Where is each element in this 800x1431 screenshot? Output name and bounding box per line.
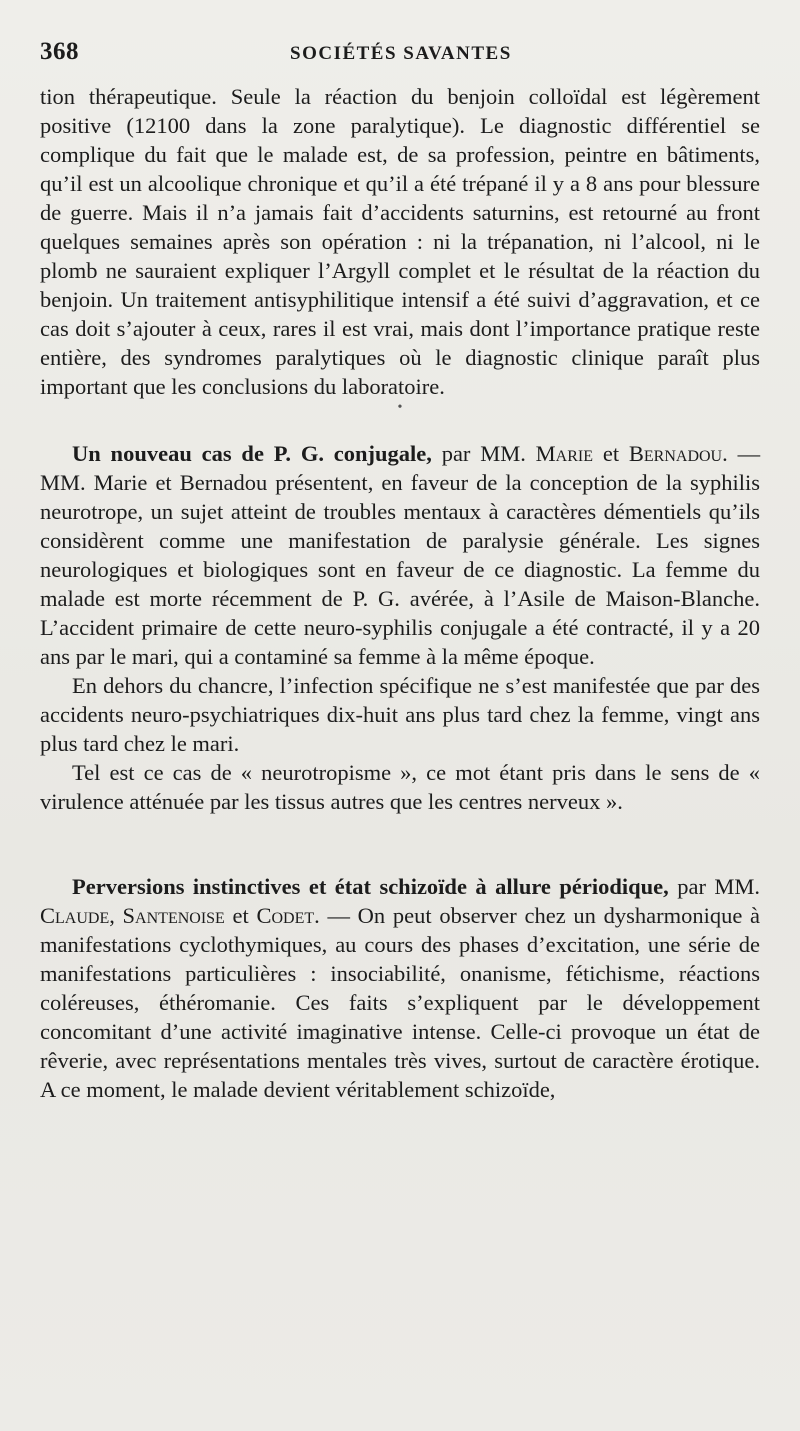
paragraph: En dehors du chancre, l’infection spécifique ne s’est manifestée que par des accidents neuro-psychiatriques dix-huit ans plus tard chez la femme, vingt ans plus tard chez le mari. [40, 673, 760, 756]
section-author: Santenoise [122, 903, 225, 928]
section-by: par MM. [441, 441, 526, 466]
running-head: SOCIÉTÉS SAVANTES [290, 43, 512, 64]
section-and: et [232, 903, 249, 928]
section-author: Marie [535, 441, 594, 466]
separator-dot: • [397, 400, 403, 415]
page-number: 368 [40, 38, 79, 65]
continued-paragraph: tion thérapeutique. Seule la réaction du benjoin colloïdal est légèrement positive (12100 dans la zone paralytique). Le diagnostic différentiel se complique du fait que le malade est, de sa profession, peintre en bâtiments, qu’il est un alcoolique chronique et qu’il a été trépané il y a 8 ans pour blessure de guerre. Mais il n’a jamais fait d’accidents saturnins, est retourné au front quelques semaines après son opération : ni la trépanation, ni l’alcool, ni le plomb ne sauraient expliquer l’Argyll complet et le résultat de la réaction du benjoin. Un traitement antisyphilitique intensif a été suivi d’aggravation, et ce cas doit s’ajouter à ceux, rares il est vrai, mais dont l’importance pratique reste entière, des syndromes paralytiques où le diagnostic clinique paraît plus important que les conclusions du laboratoire. [40, 84, 760, 399]
section-body: — On peut observer chez un dysharmonique à manifestations cyclothymiques, au cours des phases d’excitation, une série de manifestations particulières : insociabilité, onanisme, fétichisme, réactions coléreuses, éthéromanie. Ces faits s’expliquent par le développement concomitant d’une activité imaginative intense. Celle-ci provoque un état de rêverie, avec représentations mentales très vives, surtout de caractère érotique. A ce moment, le malade devient véritablement schizoïde, [40, 903, 761, 1102]
section-title: Un nouveau cas de P. G. conjugale, [72, 441, 432, 466]
section-author: Codet. [256, 903, 320, 928]
section-conjugal-gp [40, 439, 760, 671]
section-by: par MM. [677, 874, 761, 899]
paragraph: Tel est ce cas de « neurotropisme », ce mot étant pris dans le sens de « virulence atténuée par les tissus autres que les centres nerveux ». [40, 760, 760, 814]
section-and: et [602, 441, 620, 466]
section-author: Claude, [40, 903, 115, 928]
section-author: Bernadou. [628, 441, 728, 466]
section-body: — MM. Marie et Bernadou présentent, en faveur de la conception de la syphilis neurotrope, un sujet atteint de troubles mentaux à caractères démentiels qu’ils considèrent comme une manifestation de paralysie générale. Les signes neurologiques et biologiques sont en faveur de ce diagnostic. La femme du malade est morte récemment de P. G. avérée, à l’Asile de Maison-Blanche. L’accident primaire de cette neuro-syphilis conjugale a été contracté, il y a 20 ans par le mari, qui a contaminé sa femme à la même époque. [40, 441, 761, 669]
section-perversions [40, 872, 760, 1104]
page-header [40, 38, 760, 72]
section-title: Perversions instinctives et état schizoïde à allure périodique, [72, 874, 669, 899]
section-separator [40, 401, 760, 439]
section-separator [40, 816, 760, 872]
